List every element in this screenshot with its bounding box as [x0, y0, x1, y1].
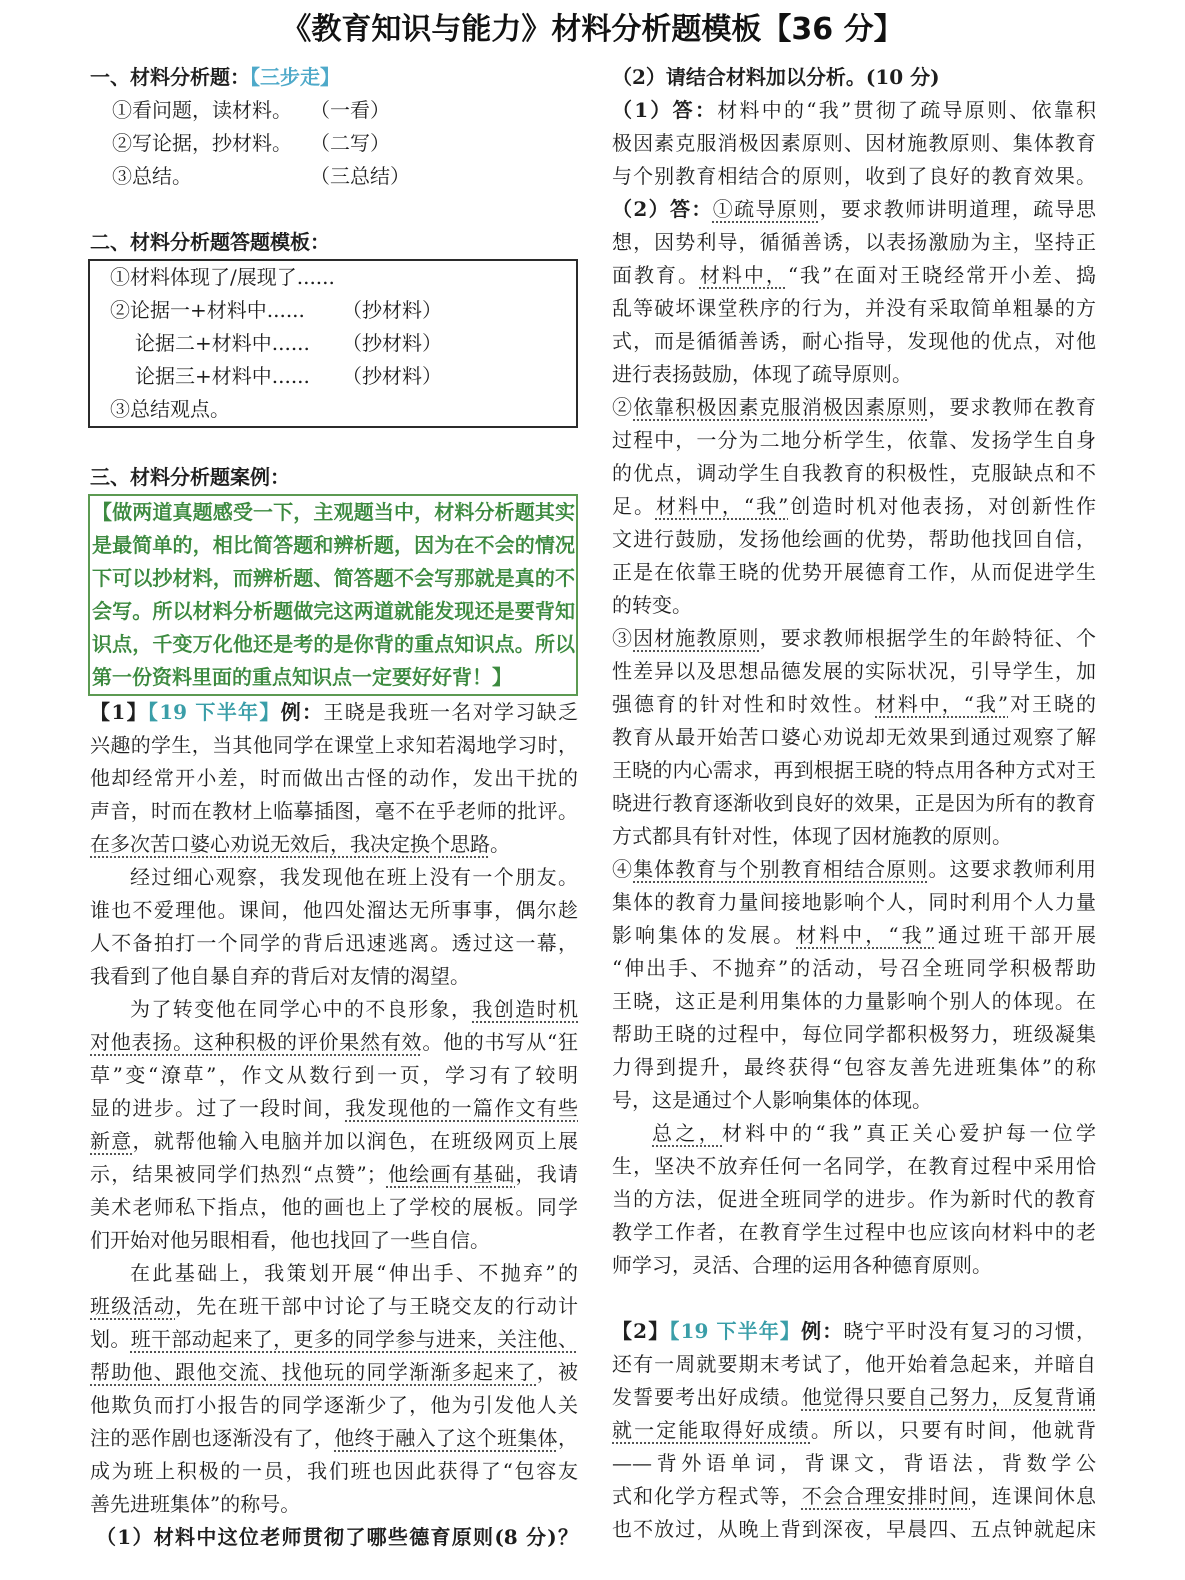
- text-segment: 想，因势利导，循循善诱，以表扬激励为主，坚持正: [612, 230, 1096, 254]
- text-line: [90, 1125, 578, 1158]
- underlined-phrase: 在多次苦口婆心劝说无效后，我决定换个思路: [90, 832, 490, 856]
- template-line: [90, 294, 576, 327]
- text-line: [90, 1455, 578, 1488]
- text-segment: 兴趣的学生，当其他同学在课堂上求知若渴地学习时，: [90, 733, 578, 757]
- template-line: [90, 393, 576, 426]
- text-segment: 与个别教育相结合的原则，收到了良好的教育效果。: [612, 164, 1096, 188]
- text-segment: ②: [612, 395, 634, 419]
- answer-template-box: [88, 259, 578, 428]
- underlined-phrase: 材料中，: [699, 263, 788, 287]
- text-line: [90, 960, 578, 993]
- highlight-tag: 【19 下半年】: [147, 700, 281, 724]
- text-segment: ，我请: [515, 1162, 579, 1186]
- notice-box: [88, 494, 578, 696]
- text-line: [90, 828, 578, 861]
- text-line: [612, 1084, 1096, 1117]
- text-segment: 他欺负而打小报告的同学逐渐少了，他为引发他人关: [90, 1393, 578, 1417]
- template-text: 论据三+材料中......: [135, 364, 310, 388]
- text-line: [90, 1290, 578, 1323]
- text-line: [96, 1521, 578, 1554]
- text-segment: 。他的书写从“狂: [422, 1030, 578, 1054]
- underlined-phrase: 新意: [90, 1129, 133, 1153]
- text-segment: 师学习，灵活、合理的运用各种德育原则。: [612, 1253, 992, 1277]
- text-line: [612, 820, 1096, 853]
- text-line: [90, 861, 578, 894]
- text-segment: 材料中的“我”贯彻了疏导原则、依靠积: [717, 98, 1096, 122]
- page-title: 《教育知识与能力》材料分析题模板【36 分】: [281, 12, 904, 47]
- text-segment: 经过细心观察，我发现他在班上没有一个朋友。: [130, 865, 578, 889]
- text-segment: 们开始对他另眼相看，他也找回了一些自信。: [90, 1228, 490, 1252]
- text-line: [612, 985, 1096, 1018]
- text-segment: 教育从最开始苦口婆心劝说却无效果到通过观察了解: [612, 725, 1096, 749]
- text-segment: 当的方法，促进全班同学的进步。作为新时代的教育: [612, 1187, 1096, 1211]
- underlined-phrase: 他终于融入了这个班集体: [334, 1426, 559, 1450]
- text-segment: 。: [490, 832, 510, 856]
- step-note: （二写）: [310, 131, 390, 155]
- text-segment: 还有一周就要期末考试了，他开始着急起来，并暗自: [612, 1352, 1096, 1376]
- text-line: [90, 1158, 578, 1191]
- text-segment: 为了转变他在同学心中的不良形象，: [130, 997, 473, 1021]
- text-segment: ，连课间休息: [970, 1484, 1097, 1508]
- text-line: [90, 795, 578, 828]
- text-line: [612, 391, 1096, 424]
- text-line: [612, 1447, 1096, 1480]
- step-note: （一看）: [310, 98, 390, 122]
- highlight-tag: 【19 下半年】: [669, 1319, 802, 1343]
- template-line: [90, 360, 576, 393]
- text-line: [90, 1257, 578, 1290]
- underlined-phrase: ①疏导原则: [712, 197, 820, 221]
- case1-question: [90, 1521, 578, 1554]
- text-segment: 面教育。: [612, 263, 700, 287]
- text-segment: ，要求教师讲明道理，疏导思: [819, 197, 1097, 221]
- text-segment: 式和化学方程式等，: [612, 1484, 802, 1508]
- underlined-phrase: 因材施教原则: [633, 626, 760, 650]
- underlined-phrase: 班级活动: [90, 1294, 176, 1318]
- text-segment: 注的恶作剧也逐渐没有了，: [90, 1426, 335, 1450]
- underlined-phrase: 我创造时机: [472, 997, 579, 1021]
- text-segment: “伸出手、不抛弃”的活动，号召全班同学积极帮助: [612, 956, 1096, 980]
- text-segment: 示，结果被同学们热烈“点赞”；: [90, 1162, 387, 1186]
- step-item: [90, 94, 578, 127]
- underlined-phrase: 材料中，“我”: [655, 494, 789, 518]
- step-note: （三总结）: [310, 164, 410, 188]
- answer-paragraph: [612, 622, 1096, 853]
- text-segment: 。所以，只要有时间，他就背: [810, 1418, 1097, 1442]
- text-line: [612, 490, 1096, 523]
- text-line: [90, 1059, 578, 1092]
- text-line: [612, 1216, 1096, 1249]
- text-segment: ，要求教师在教育: [928, 395, 1097, 419]
- text-segment: 材料中的“我”真正关心爱护每一位学: [722, 1121, 1097, 1145]
- text-segment: 在此基础上，我策划开展“伸出手、不抛弃”的: [130, 1261, 578, 1285]
- underlined-phrase: 帮助他、跟他交流、找他玩的同学渐渐多起来了: [90, 1360, 537, 1384]
- text-line: [92, 496, 575, 529]
- text-segment: 集体的教育力量间接地影响个人，同时利用个人力量: [612, 890, 1096, 914]
- text-line: [92, 595, 575, 628]
- text-segment: 晓宁平时没有复习的习惯，: [843, 1319, 1097, 1343]
- text-segment: 第一份资料里面的重点知识点一定要好好背！】: [92, 665, 512, 689]
- text-line: [612, 160, 1096, 193]
- step-item: [90, 127, 578, 160]
- bold-label: （1）答：: [612, 98, 718, 122]
- spacer: [612, 1282, 1096, 1315]
- text-segment: ，要求教师根据学生的年龄特征、个: [759, 626, 1097, 650]
- text-line: [612, 1513, 1096, 1546]
- text-line: [612, 1315, 1096, 1348]
- text-segment: 是最简单的，相比简答题和辨析题，因为在不会的情况: [92, 533, 575, 557]
- case1-question: [612, 61, 1096, 94]
- underlined-phrase: 班干部动起来了，更多的同学参与进来，关注他、: [130, 1327, 579, 1351]
- text-segment: 善先进班集体”的称号。: [90, 1492, 301, 1516]
- text-segment: ，就帮他输入电脑并加以润色，在班级网页上展: [132, 1129, 579, 1153]
- text-line: [612, 1249, 1096, 1282]
- bold-label: （1）材料中这位老师贯彻了哪些德育原则(8 分)？: [96, 1525, 578, 1549]
- text-segment: 谁也不爱理他。课间，他四处溜达无所事事，偶尔趁: [90, 898, 578, 922]
- text-line: [612, 688, 1096, 721]
- text-line: [612, 94, 1096, 127]
- text-segment: ，: [558, 1426, 579, 1450]
- text-segment: ——背外语单词，背课文，背语法，背数学公: [612, 1451, 1096, 1475]
- text-line: [90, 1488, 578, 1521]
- text-line: [612, 1381, 1096, 1414]
- text-segment: 过程中，一分为二地分析学生，依靠、发扬学生自身: [612, 428, 1096, 452]
- text-segment: 王晓是我班一名对学习缺乏: [323, 700, 579, 724]
- text-line: [90, 894, 578, 927]
- underlined-phrase: 不会合理安排时间: [801, 1484, 971, 1508]
- case1-intro-paragraph: [90, 696, 578, 861]
- text-segment: 晓进行教育逐渐收到良好的效果，正是因为所有的教育: [612, 791, 1096, 815]
- underlined-phrase: 他绘画有基础: [386, 1162, 516, 1186]
- text-line: [92, 529, 575, 562]
- text-line: [90, 1026, 578, 1059]
- text-segment: 草”变“潦草”，作文从数行到一页，学习有了较明: [90, 1063, 578, 1087]
- template-note: （抄材料）: [342, 364, 442, 388]
- text-line: [612, 1414, 1096, 1447]
- text-line: [612, 556, 1096, 589]
- text-line: [612, 1018, 1096, 1051]
- text-segment: 美术老师私下指点，他的画也上了学校的展板。同学: [90, 1195, 578, 1219]
- text-segment: 【做两道真题感受一下，主观题当中，材料分析题其实: [92, 500, 575, 524]
- underlined-phrase: 对他表扬。这种积极的评价果然有效: [90, 1030, 423, 1054]
- text-segment: 号，这是通过个人影响集体的体现。: [612, 1088, 932, 1112]
- text-segment: 正是在依靠王晓的优势开展德育工作，从而促进学生: [612, 560, 1096, 584]
- spacer: [90, 428, 578, 461]
- text-segment: 划。: [90, 1327, 131, 1351]
- text-segment: 王晓，这正是利用集体的力量影响个别人的体现。在: [612, 989, 1096, 1013]
- step-text: ①看问题，读材料。: [112, 98, 292, 122]
- text-line: [90, 1422, 578, 1455]
- section1-title: 一、材料分析题：: [90, 65, 250, 89]
- text-line: [612, 919, 1096, 952]
- bold-label: （2）请结合材料加以分析。(10 分): [612, 65, 940, 89]
- text-segment: 他却经常开小差，时而做出古怪的动作，发出干扰的: [90, 766, 578, 790]
- text-segment: 发誓要考出好成绩。: [612, 1385, 802, 1409]
- text-line: [612, 1051, 1096, 1084]
- text-line: [612, 1117, 1096, 1150]
- text-line: [612, 259, 1096, 292]
- text-line: [612, 754, 1096, 787]
- template-text: ①材料体现了/展现了......: [110, 265, 335, 289]
- text-segment: 下可以抄材料，而辨析题、简答题不会写那就是真的不: [92, 566, 575, 590]
- text-line: [612, 1480, 1096, 1513]
- text-segment: 式，而是循循善诱，耐心指导，发现他的优点，对他: [612, 329, 1096, 353]
- text-line: [612, 886, 1096, 919]
- text-segment: 显的进步。过了一段时间，: [90, 1096, 346, 1120]
- text-segment: 进行表扬鼓励，体现了疏导原则。: [612, 362, 912, 386]
- answer-paragraph: [612, 853, 1096, 1117]
- text-line: [612, 127, 1096, 160]
- section3-heading: 三、材料分析题案例：: [90, 465, 290, 489]
- text-line: [612, 226, 1096, 259]
- section1-heading: [90, 61, 578, 94]
- text-segment: 的转变。: [612, 593, 692, 617]
- text-segment: 人不备拍打一个同学的背后迅速逃离。透过这一幕，: [90, 931, 578, 955]
- case2-paragraph: [612, 1315, 1096, 1546]
- text-segment: 教学工作者，在教育学生过程中也应该向材料中的老: [612, 1220, 1096, 1244]
- text-segment: 成为班上积极的一员，我们班也因此获得了“包容友: [90, 1459, 578, 1483]
- text-segment: 通过班干部开展: [934, 923, 1097, 947]
- text-segment: “我”在面对王晓经常开小差、捣: [787, 263, 1097, 287]
- bold-label: 例：: [280, 700, 324, 724]
- template-text: ②论据一+材料中......: [110, 298, 305, 322]
- text-line: [612, 292, 1096, 325]
- text-line: [92, 661, 575, 694]
- text-line: [90, 1092, 578, 1125]
- text-line: [90, 696, 578, 729]
- template-note: （抄材料）: [342, 331, 442, 355]
- underlined-phrase: 材料中，“我”: [875, 692, 1009, 716]
- template-note: （抄材料）: [342, 298, 442, 322]
- text-segment: 我看到了他自暴自弃的背后对友情的渴望。: [90, 964, 470, 988]
- underlined-phrase: 他觉得只要自己努力，反复背诵: [801, 1385, 1097, 1409]
- text-line: [612, 853, 1096, 886]
- text-line: [612, 424, 1096, 457]
- template-text: ③总结观点。: [110, 397, 230, 421]
- text-segment: 足。: [612, 494, 656, 518]
- text-line: [612, 787, 1096, 820]
- text-segment: 影响集体的发展。: [612, 923, 797, 947]
- text-segment: 也不放过，从晚上背到深夜，早晨四、五点钟就起床: [612, 1517, 1096, 1541]
- text-segment: ③: [612, 626, 634, 650]
- underlined-phrase: 就一定能取得好成绩: [612, 1418, 811, 1442]
- text-line: [92, 562, 575, 595]
- text-segment: ，先在班干部中讨论了与王晓交友的行动计: [175, 1294, 579, 1318]
- text-line: [612, 655, 1096, 688]
- text-line: [92, 628, 575, 661]
- three-steps-tag: 【三步走】: [250, 65, 340, 89]
- text-segment: 。这要求教师利用: [928, 857, 1097, 881]
- text-segment: 文进行鼓励，发扬他绘画的优势，帮助他找回自信，: [612, 527, 1096, 551]
- underlined-phrase: 依靠积极因素克服消极因素原则: [633, 395, 929, 419]
- text-line: [612, 523, 1096, 556]
- step-text: ③总结。: [112, 164, 192, 188]
- text-line: [612, 1150, 1096, 1183]
- text-line: [612, 952, 1096, 985]
- spacer: [90, 193, 578, 226]
- text-line: [612, 589, 1096, 622]
- text-segment: 识点，千变万化他还是考的是你背的重点知识点。所以: [92, 632, 575, 656]
- text-segment: 创造时机对他表扬，对创新性作: [788, 494, 1097, 518]
- text-segment: 力得到提升，最终获得“包容友善先进班集体”的称: [612, 1055, 1096, 1079]
- step-text: ②写论据，抄材料。: [112, 131, 292, 155]
- underlined-phrase: 集体教育与个别教育相结合原则: [633, 857, 929, 881]
- text-line: [90, 729, 578, 762]
- bold-label: （2）答：: [612, 197, 713, 221]
- text-segment: 极因素克服消极因素原则、因材施教原则、集体教育: [612, 131, 1096, 155]
- text-line: [612, 1348, 1096, 1381]
- template-line: [90, 327, 576, 360]
- text-segment: 性差异以及思想品德发展的实际状况，引导学生，加: [612, 659, 1096, 683]
- text-line: [90, 1389, 578, 1422]
- text-segment: 强德育的针对性和时效性。: [612, 692, 876, 716]
- text-line: [612, 721, 1096, 754]
- text-segment: ④: [612, 857, 634, 881]
- text-line: [90, 927, 578, 960]
- answer-paragraph: [612, 193, 1096, 391]
- text-segment: ，被: [536, 1360, 579, 1384]
- right-column: [612, 61, 1096, 1546]
- text-line: [90, 762, 578, 795]
- case1-paragraph: [90, 993, 578, 1257]
- template-text: 论据二+材料中......: [135, 331, 310, 355]
- text-segment: 的优点，调动学生自我教育的积极性，克服缺点和不: [612, 461, 1096, 485]
- text-line: [612, 358, 1096, 391]
- bold-label: 【1】: [90, 700, 148, 724]
- text-line: [90, 993, 578, 1026]
- text-segment: 帮助王晓的过程中，每位同学都积极努力，班级凝集: [612, 1022, 1096, 1046]
- text-line: [90, 1356, 578, 1389]
- text-line: [90, 1224, 578, 1257]
- text-segment: 对王晓的: [1008, 692, 1097, 716]
- text-segment: 方式都具有针对性，体现了因材施教的原则。: [612, 824, 1012, 848]
- text-segment: 生，坚决不放弃任何一名同学，在教育过程中采用恰: [612, 1154, 1096, 1178]
- left-column: [90, 61, 578, 1554]
- underlined-phrase: 材料中，“我”: [796, 923, 935, 947]
- answer-paragraph: [612, 94, 1096, 193]
- text-line: [612, 61, 1096, 94]
- text-segment: 会写。所以材料分析题做完这两道就能发现还是要背知: [92, 599, 575, 623]
- text-line: [612, 193, 1096, 226]
- case1-paragraph: [90, 1257, 578, 1521]
- text-segment: 乱等破坏课堂秩序的行为，并没有采取简单粗暴的方: [612, 296, 1096, 320]
- text-segment: 声音，时而在教材上临摹插图，毫不在乎老师的批评。: [90, 799, 578, 823]
- text-line: [612, 325, 1096, 358]
- text-line: [90, 1191, 578, 1224]
- bold-label: 例：: [801, 1319, 844, 1343]
- answer-paragraph: [612, 391, 1096, 622]
- step-item: [90, 160, 578, 193]
- text-line: [612, 457, 1096, 490]
- summary-paragraph: [612, 1117, 1096, 1282]
- text-line: [612, 1183, 1096, 1216]
- section2-heading: 二、材料分析题答题模板：: [90, 230, 330, 254]
- bold-label: 【2】: [612, 1319, 670, 1343]
- text-segment: 王晓的内心需求，再到根据王晓的特点用各种方式对王: [612, 758, 1096, 782]
- template-line: [90, 261, 576, 294]
- case1-paragraph: [90, 861, 578, 993]
- underlined-phrase: 我发现他的一篇作文有些: [345, 1096, 579, 1120]
- text-line: [612, 622, 1096, 655]
- underlined-phrase: 总之，: [652, 1121, 723, 1145]
- text-line: [90, 1323, 578, 1356]
